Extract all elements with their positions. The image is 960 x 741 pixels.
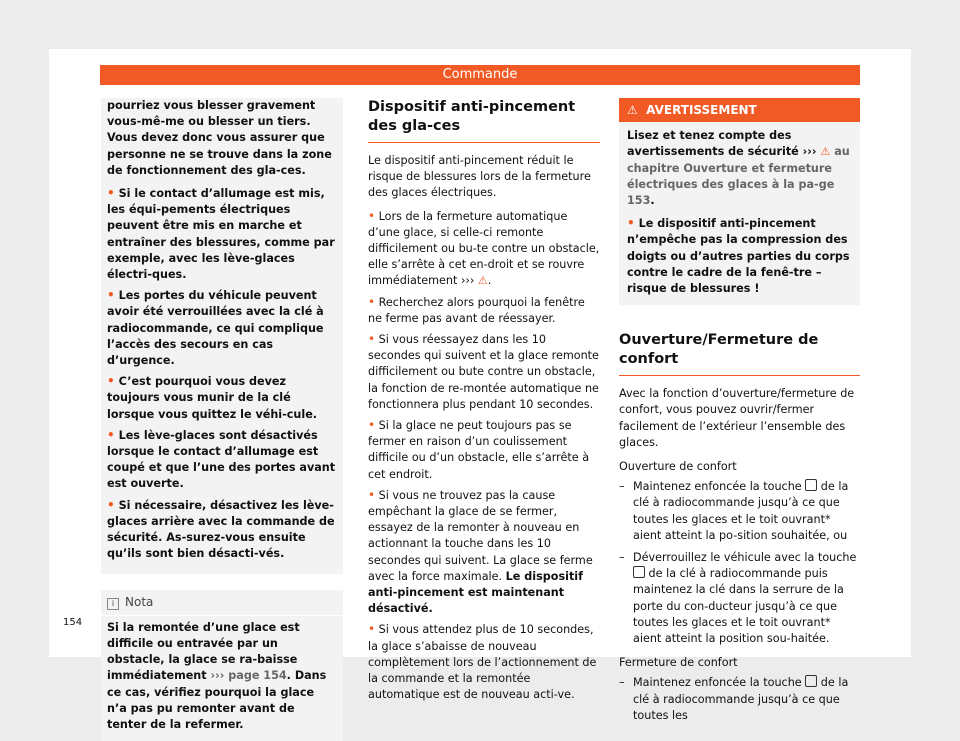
list-item: • Les lève-glaces sont désactivés lorsque le contact d’allumage est coupé et que l’une des portes avant est ouverte. <box>107 427 336 491</box>
list-item: • Si vous attendez plus de 10 secondes, la glace s’abaisse de nouveau complètement lors de l’actionnement de la commande et la remontée automatique est de nouveau acti-ve. <box>368 622 597 702</box>
list-item: • Si la glace ne peut toujours pas se fermer en raison d’un coulissement difficile ou d’un obstacle, elle s’arrête à cet endroit. <box>368 418 590 481</box>
bullet-icon: • <box>627 216 635 231</box>
bullet-icon: • <box>368 332 376 347</box>
bullet-icon: • <box>107 427 115 442</box>
bullet-icon: • <box>368 622 376 637</box>
chapter-link[interactable]: au chapitre Ouverture et fermeture électriques des glaces à la pa-ge 153 <box>627 145 850 208</box>
list-item: • Si vous réessayez dans les 10 secondes qui suivent et la glace remonte difficilement ou bute contre un obstacle, la fonction de re-montée automatique ne fonctionnera plus pendant 10 secondes. <box>368 332 599 411</box>
page-header: Commande <box>100 65 860 85</box>
list-item: – Maintenez enfoncée la touche de la clé à radiocommande jusqu’à ce que toutes les <box>619 676 849 722</box>
lock-key-icon <box>805 675 817 687</box>
unlock-key-icon <box>633 566 645 578</box>
page-link[interactable]: ››› page 154 <box>210 669 287 683</box>
list-item: • Les portes du véhicule peuvent avoir été verrouillées avec la clé à radiocommande, ce qui complique l’accès des secours en cas d’urgence. <box>107 288 324 368</box>
list-item: • Si nécessaire, désactivez les lève-glaces arrière avec la commande de sécurité. As-surez-vous ensuite qu’ils sont bien désacti-vés. <box>107 497 335 561</box>
nota-header <box>101 590 343 615</box>
warning-triangle-icon: ⚠ <box>627 103 638 117</box>
bullet-icon: • <box>368 418 376 433</box>
bullet-icon: • <box>107 497 115 512</box>
section-intro: Avec la fonction d’ouverture/fermeture de confort, vous pouvez ouvrir/fermer facilement de l’extérieur l’ensemble des glaces. <box>619 387 855 449</box>
section-title: Ouverture/Fermeture de confort <box>619 331 860 376</box>
page-number: 154 <box>63 617 83 628</box>
list-item: • Le dispositif anti-pincement n’empêche pas la compression des doigts ou d’autres parties du corps contre le cadre de la fenê-tre – risque de blessures ! <box>627 216 850 296</box>
list-item: • Si le contact d’allumage est mis, les équi-pements électriques peuvent être mis en marche et entraîner des blessures, comme par exemple, avec les lève-glaces électri-ques. <box>107 186 335 282</box>
bullet-icon: • <box>107 186 115 201</box>
list-item: • Recherchez alors pourquoi la fenêtre ne ferme pas avant de réessayer. <box>368 294 585 325</box>
list-item: – Déverrouillez le véhicule avec la touche de la clé à radiocommande puis maintenez la clé dans la serrure de la porte du con-ducteur jusqu’à ce que toutes les glaces et le toit ouvrant* aient atteint la position sou-haitée. <box>619 551 857 646</box>
list-item: • Lors de la fermeture automatique d’une glace, si celle-ci remonte difficilement ou bu-te contre un obstacle, elle s’arrête à cet en-droit et se rouvre immédiatement ››› ⚠. <box>368 208 600 290</box>
warning-header <box>619 98 860 122</box>
info-icon: i <box>107 598 119 610</box>
list-item: • Si vous ne trouvez pas la cause empêchant la glace de se fermer, essayez de la remonter à nouveau en actionnant la touche dans les 10 secondes qui suivent. La glace se ferme avec la force maximale. Le dispositif anti-pincement est maintenant désactivé. <box>368 487 593 616</box>
open-heading: Ouverture de confort <box>619 460 737 474</box>
warning-triangle-icon: ⚠ <box>820 145 831 159</box>
warning-triangle-icon: ⚠ <box>477 274 488 288</box>
warning-continuation <box>101 98 343 574</box>
column-right <box>619 98 860 730</box>
reference-arrows[interactable]: ››› <box>802 145 817 159</box>
list-item: • C’est pourquoi vous devez toujours vous munir de la clé lorsque vous quittez le véhi-cule. <box>107 374 318 421</box>
column-middle <box>368 98 600 708</box>
reference-arrows[interactable]: ››› <box>460 274 475 288</box>
bullet-icon: • <box>107 288 115 303</box>
bullet-icon: • <box>368 294 376 309</box>
warning-label: AVERTISSEMENT <box>646 103 757 117</box>
unlock-key-icon <box>805 479 817 491</box>
section-intro: Le dispositif anti-pincement réduit le risque de blessures lors de la fermeture des glaces électriques. <box>368 154 591 200</box>
bullet-icon: • <box>107 374 115 389</box>
close-heading: Fermeture de confort <box>619 656 738 670</box>
warning-lead: pourriez vous blesser gravement vous-mê-me ou blesser un tiers. Vous devez donc vous assurer que personne ne se trouve dans la zone de fonctionnement des gla-ces. <box>107 99 332 177</box>
nota-label: Nota <box>125 595 154 610</box>
list-item: – Maintenez enfoncée la touche de la clé à radiocommande jusqu’à ce que toutes les glaces et le toit ouvrant* aient atteint la po-sition souhaitée, ou <box>619 480 849 542</box>
warning-body: Lisez et tenez compte des avertissements de sécurité ››› ⚠ au chapitre Ouverture et fermeture électriques des glaces à la pa-ge 153. • Le dispositif anti-pincement n’empêche pas la compression des doigts ou d’autres parties du corps contre le cadre de la fenê-tre – risque de blessures ! <box>619 122 860 305</box>
section-title: Dispositif anti-pincement des gla-ces <box>368 98 600 143</box>
bullet-icon: • <box>368 208 376 223</box>
column-left <box>107 98 337 741</box>
bullet-icon: • <box>368 487 376 502</box>
nota-body: Si la remontée d’une glace est difficile ou entravée par un obstacle, la glace se ra-baisse immédiatement ››› page 154. Dans ce cas, vérifiez pourquoi la glace n’a pas pu remonter avant de tenter de la refermer. <box>101 616 343 741</box>
